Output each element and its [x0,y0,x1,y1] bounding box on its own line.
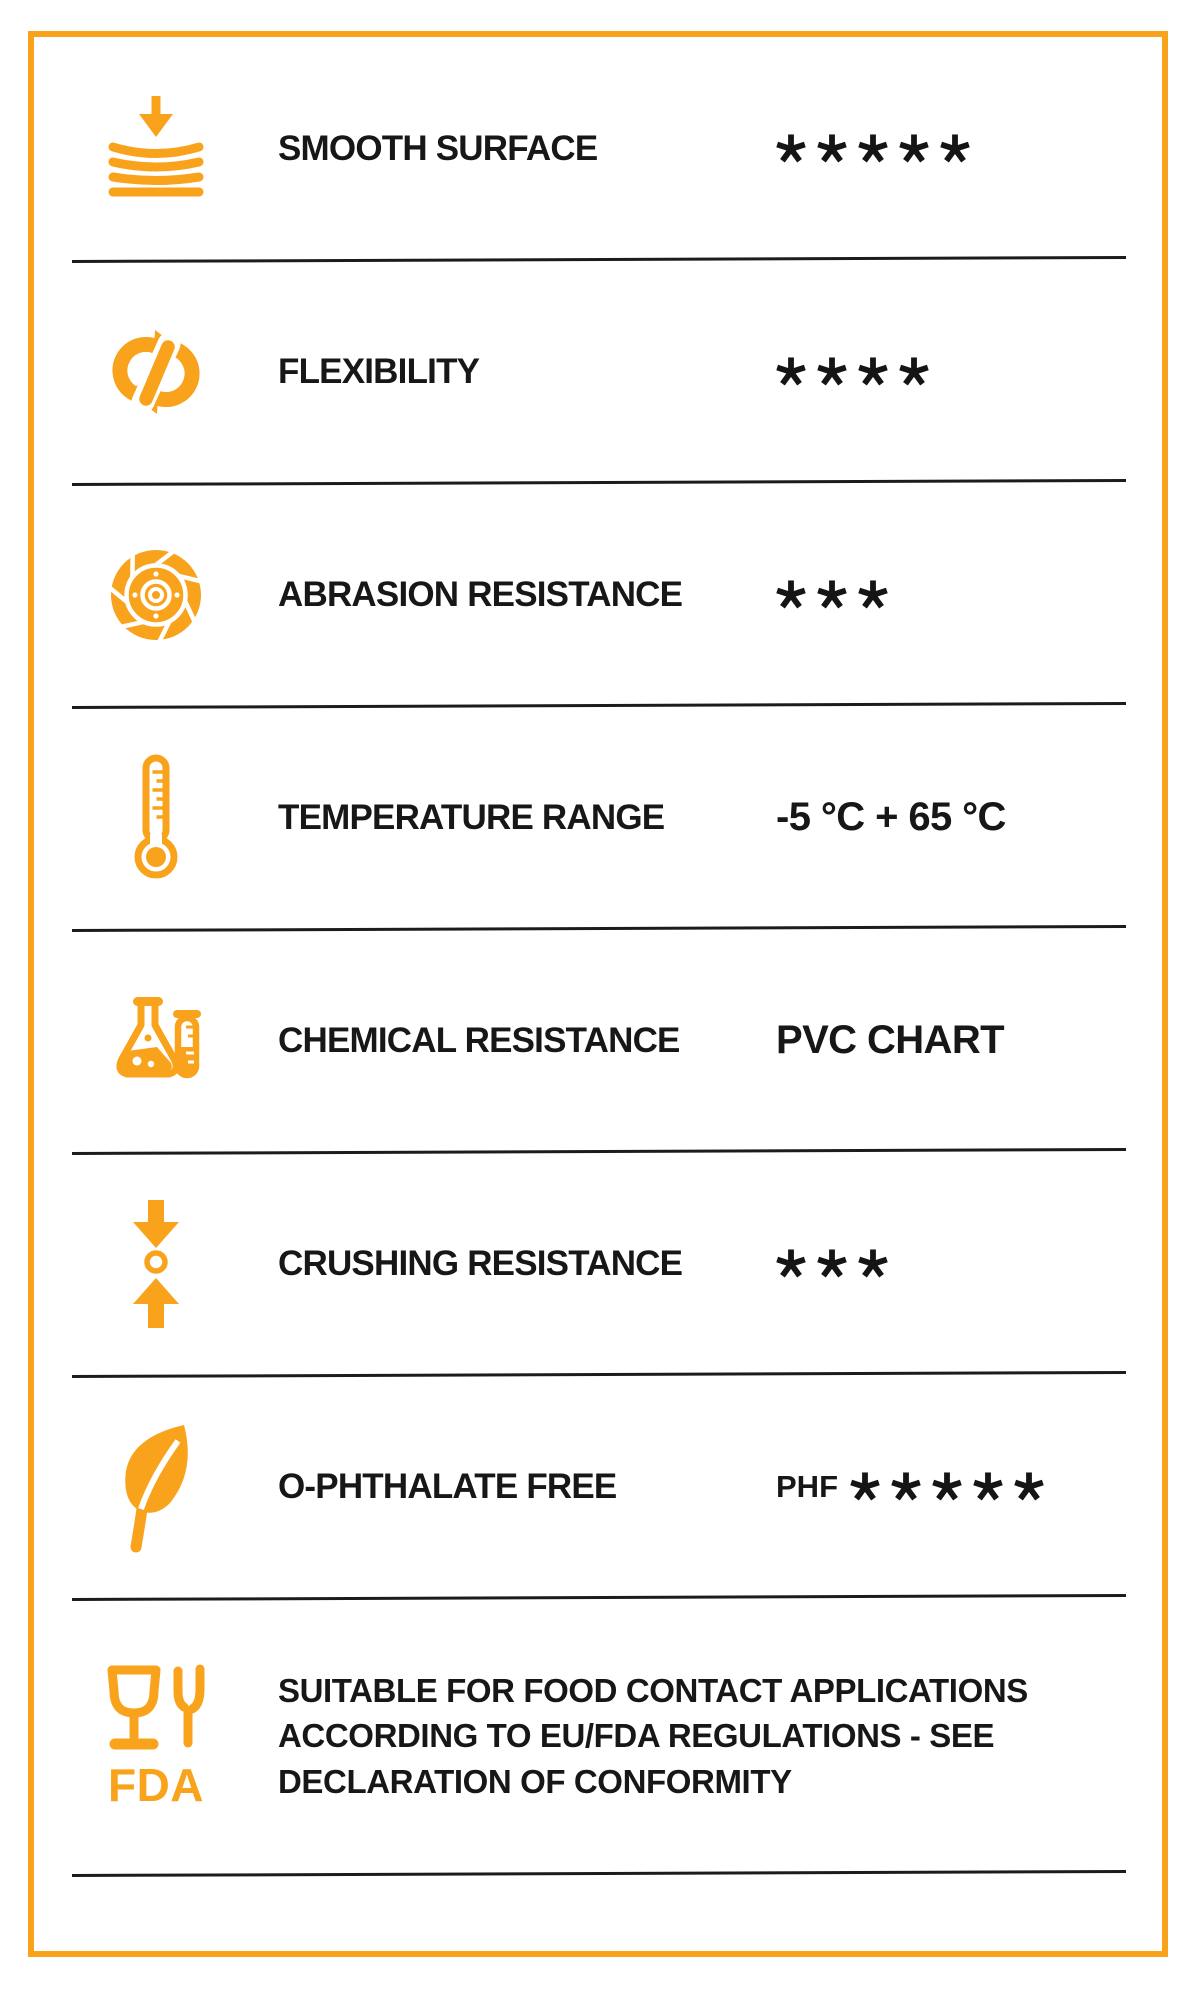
star-icon [858,357,888,387]
star-icon [973,1472,1003,1502]
star-icon [817,134,847,164]
icon-cell [96,96,216,202]
value-text: -5 °C + 65 °C [776,795,1006,839]
spec-card-frame [28,31,1168,1957]
property-value [776,795,1006,840]
spec-row [34,260,1162,483]
star-icon [858,580,888,610]
star-icon [776,134,806,164]
property-label: TEMPERATURE RANGE [278,797,665,837]
icon-caption: FDA [107,1758,205,1811]
star-rating [776,134,970,164]
property-value [776,1249,888,1279]
value-prefix: PHF [776,1468,838,1504]
star-icon [891,1472,921,1502]
row-divider [72,1870,1126,1877]
property-value [776,580,888,610]
star-icon [858,134,888,164]
icon-cell [96,991,216,1091]
icon-cell [96,754,216,882]
spec-row [34,1152,1162,1375]
property-label: O-PHTHALATE FREE [278,1466,617,1506]
property-value [776,134,970,164]
rotation-arrows-icon [106,324,206,420]
property-value [776,1469,1044,1505]
icon-cell [96,324,216,420]
star-icon [850,1472,880,1502]
spec-row [34,706,1162,929]
abrasion-disc-icon [109,548,203,642]
star-rating [776,1249,888,1279]
food-contact-fda-icon [100,1663,212,1761]
chemical-flasks-icon [107,991,205,1091]
spec-row [34,37,1162,260]
star-icon [858,1249,888,1279]
star-icon [817,580,847,610]
star-icon [899,357,929,387]
property-label: CHEMICAL RESISTANCE [278,1020,680,1060]
property-label: FLEXIBILITY [278,351,480,391]
star-icon [817,357,847,387]
spec-row [34,1598,1162,1874]
value-text: PVC CHART [776,1018,1004,1062]
star-icon [899,134,929,164]
star-rating [850,1472,1044,1502]
star-icon [776,1249,806,1279]
star-icon [817,1249,847,1279]
property-label: CRUSHING RESISTANCE [278,1243,683,1283]
star-rating [776,357,929,387]
icon-cell [96,1198,216,1330]
thermometer-icon [133,754,179,882]
icon-cell [96,1663,216,1809]
compression-layers-icon [108,96,204,202]
property-value [776,357,929,387]
spec-rows [34,37,1162,1874]
property-value [776,1018,1004,1063]
icon-cell [96,548,216,642]
property-label: SUITABLE FOR FOOD CONTACT APPLICATIONS ACCORDING TO EU/FDA REGULATIONS - SEE DECLARATION OF CONFORMITY [278,1671,1028,1800]
property-label: SMOOTH SURFACE [278,128,598,168]
leaf-icon [112,1419,200,1555]
star-icon [1014,1472,1044,1502]
spec-row [34,929,1162,1152]
star-rating [776,580,888,610]
crushing-arrows-icon [129,1198,183,1330]
property-label: ABRASION RESISTANCE [278,574,683,614]
spec-row [34,1375,1162,1598]
star-icon [940,134,970,164]
star-icon [776,357,806,387]
star-icon [776,580,806,610]
icon-cell [96,1419,216,1555]
spec-row [34,483,1162,706]
star-icon [932,1472,962,1502]
